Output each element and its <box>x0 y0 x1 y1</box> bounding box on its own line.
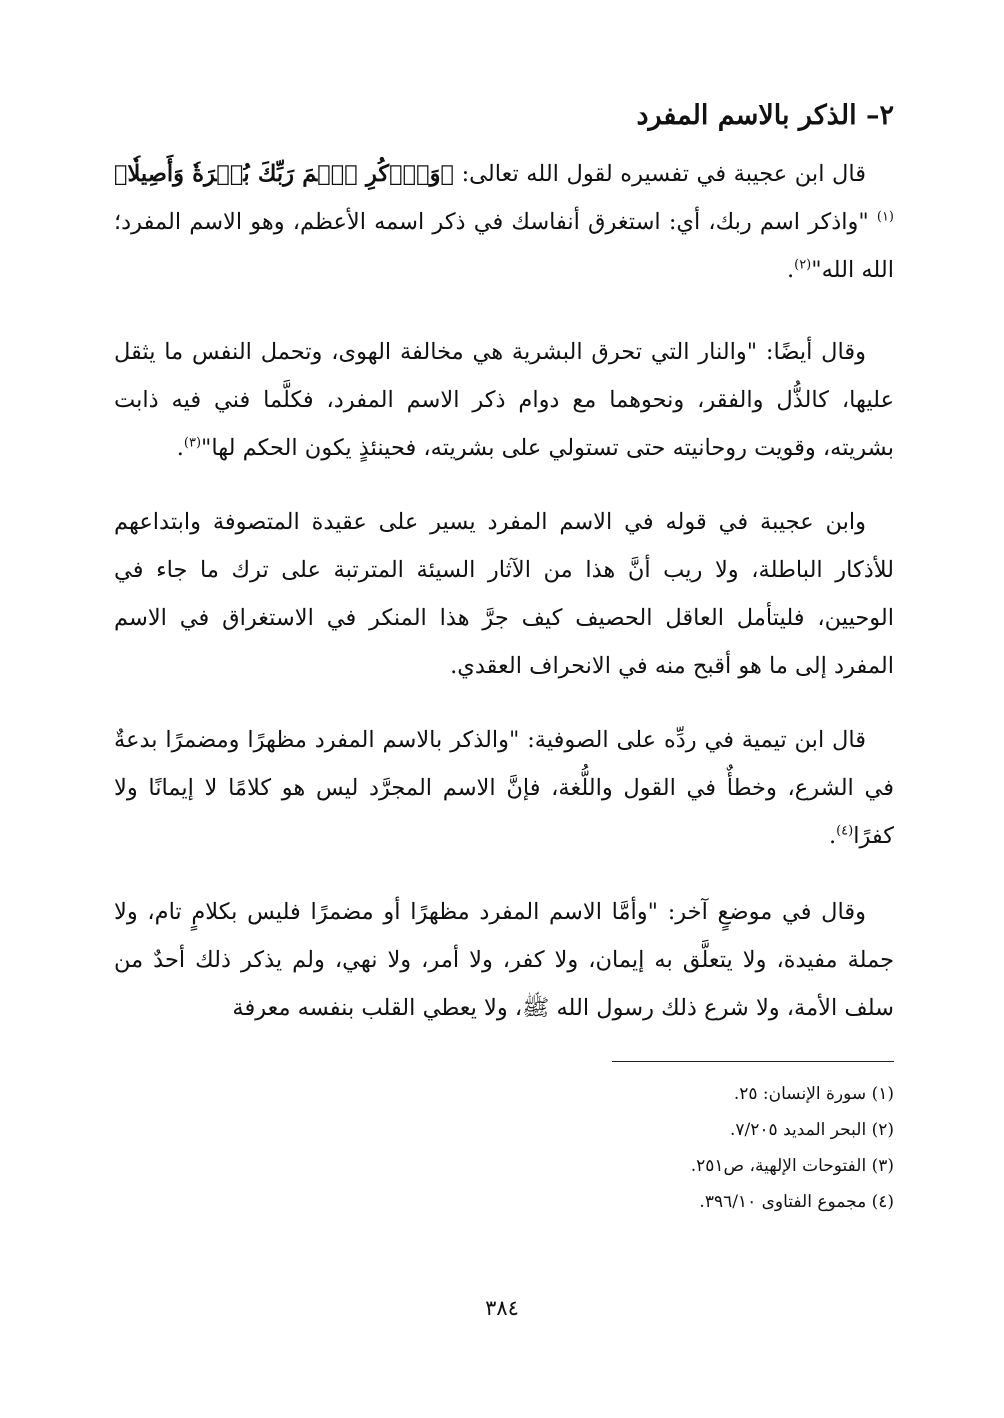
paragraph-commentary <box>114 498 894 690</box>
paragraph-body: وقال أيضًا: "والنار التي تحرق البشرية هي مخالفة الهوى، وتحمل النفس ما يثقل عليها، كالذُّل والفقر، ونحوهما مع دوام ذكر الاسم المفرد، فكلَّما فني فيه ذابت بشريته، وقويت روحانيته حتى تستولي على بشريته، فحينئذٍ يكون الحكم لها" <box>114 339 894 461</box>
footnote-ref-2: (٢) <box>794 257 812 273</box>
footnotes-list <box>114 1076 894 1220</box>
page-number: ٣٨٤ <box>485 1296 519 1320</box>
paragraph-fire-quote <box>114 328 894 472</box>
paragraph-end: . <box>176 435 184 461</box>
footnote-ref-1: (١) <box>876 209 894 225</box>
paragraph-ibn-taymiyya <box>114 716 894 860</box>
paragraph-end: . <box>786 257 795 283</box>
footnote-item: (٤) مجموع الفتاوى ٣٩٦/١٠. <box>699 1192 894 1212</box>
footnote-item: (٢) البحر المديد ٧/٢٠٥. <box>730 1120 894 1140</box>
paragraph-end: . <box>828 823 837 849</box>
footnote-ref-4: (٤) <box>836 823 854 839</box>
footnote-item: (٣) الفتوحات الإلهية، ص٢٥١. <box>690 1156 894 1176</box>
footnote-item: (١) سورة الإنسان: ٢٥. <box>733 1084 894 1104</box>
section-heading: ٢– الذكر بالاسم المفرد <box>636 100 894 131</box>
paragraph-another-place <box>114 888 894 1032</box>
paragraph-body: وقال في موضعٍ آخر: "وأمَّا الاسم المفرد مظهرًا أو مضمرًا فليس بكلامٍ تام، ولا جملة مفيدة، ولا يتعلَّق به إيمان، ولا كفر، ولا أمر، ولا نهي، ولم يذكر ذلك أحدٌ من سلف الأمة، ولا شرع ذلك رسول الله ﷺ، ولا يعطي القلب بنفسه معرفة <box>114 899 894 1021</box>
quran-verse: ﴿وَٱذۡكُرِ ٱسۡمَ رَبِّكَ بُكۡرَةٗ وَأَصِيلٗا﴾ <box>114 161 454 187</box>
paragraph-body: "واذكر اسم ربك، أي: استغرق أنفاسك في ذكر اسمه الأعظم، وهو الاسم المفرد؛ الله الله" <box>114 209 894 283</box>
footnote-ref-3: (٣) <box>183 435 202 451</box>
paragraph-lead: قال ابن عجيبة في تفسيره لقول الله تعالى: <box>454 161 866 187</box>
footnote-divider <box>612 1061 894 1062</box>
paragraph-body: وابن عجيبة في قوله في الاسم المفرد يسير على عقيدة المتصوفة وابتداعهم للأذكار الباطلة، ولا ريب أنَّ هذا من الآثار السيئة المترتبة على ترك ما جاء في الوحيين، فليتأمل العاقل الحصيف كيف جرَّ هذا المنكر في الاستغراق في الاسم المفرد إلى ما هو أقبح منه في الانحراف العقدي. <box>114 509 894 679</box>
paragraph-body: قال ابن تيمية في ردِّه على الصوفية: "والذكر بالاسم المفرد مظهرًا ومضمرًا بدعةٌ في الشرع، وخطأٌ في القول واللُّغة، فإنَّ الاسم المجرَّد ليس هو كلامًا لا إيمانًا ولا كفرًا <box>114 727 894 849</box>
paragraph-ibn-ajiba-tafsir <box>114 150 894 294</box>
